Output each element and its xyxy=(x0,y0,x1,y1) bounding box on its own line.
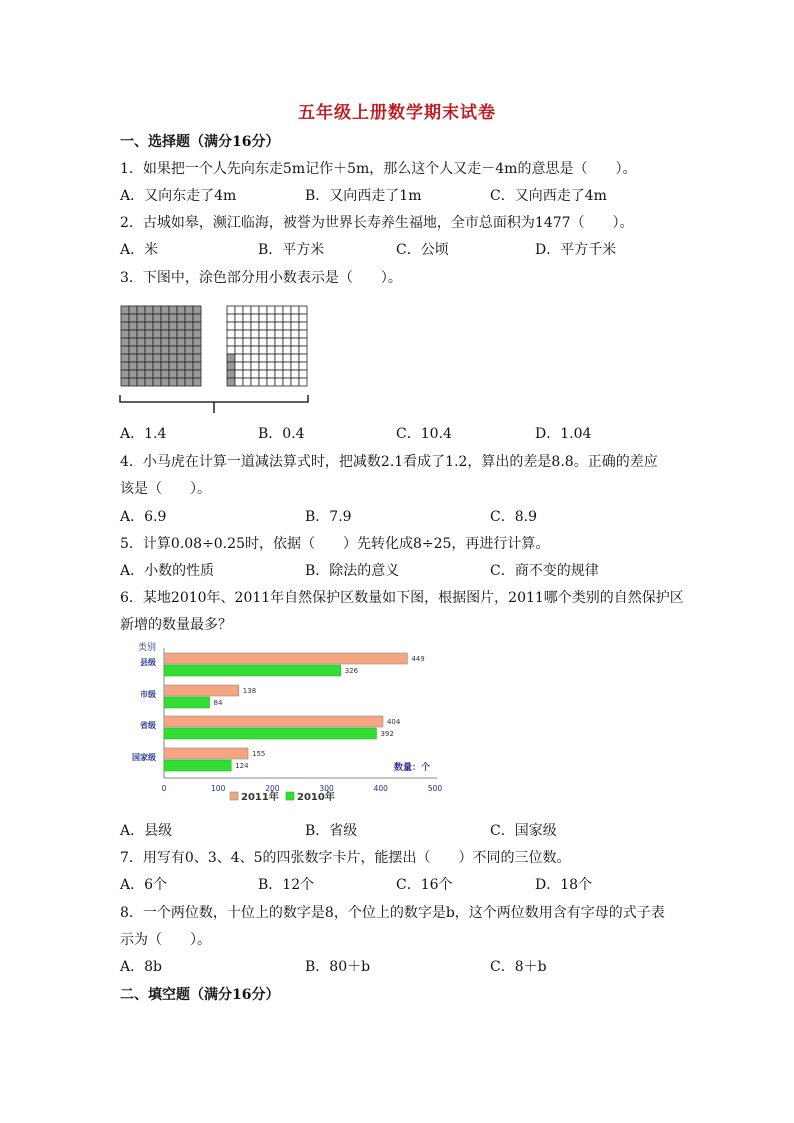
grid-cell xyxy=(299,314,307,322)
grid-cell xyxy=(243,370,251,378)
q5-option-b: B．除法的意义 xyxy=(305,563,400,579)
grid-cell xyxy=(235,346,243,354)
q8-option-c: C．8＋b xyxy=(490,959,547,975)
grid-cell xyxy=(275,362,283,370)
question-6-line-2: 新增的数量最多？ xyxy=(120,617,232,633)
bar-value-label: 138 xyxy=(242,687,257,695)
grid-cell-shaded xyxy=(153,370,161,378)
grid-cell-shaded xyxy=(153,362,161,370)
grid-cell-shaded xyxy=(145,306,153,314)
x-tick-label: 300 xyxy=(319,784,334,793)
grid-cell xyxy=(299,338,307,346)
grid-cell-shaded xyxy=(137,306,145,314)
grid-cell xyxy=(275,346,283,354)
grid-cell xyxy=(267,306,275,314)
grid-cell xyxy=(291,362,299,370)
q1-option-b: B．又向西走了1m xyxy=(305,188,422,204)
grid-cell-shaded xyxy=(169,370,177,378)
question-6-line-1: 6．某地2010年、2011年自然保护区数量如下图，根据图片，2011哪个类别的自然保护区 xyxy=(120,590,684,606)
section-heading-choice: 一、选择题（满分16分） xyxy=(120,134,280,150)
grid-cell xyxy=(259,338,267,346)
grid-cell xyxy=(227,346,235,354)
grid-cell xyxy=(283,322,291,330)
grid-cell-shaded xyxy=(153,378,161,386)
category-label: 省级 xyxy=(140,721,156,730)
grid-cell-shaded xyxy=(227,362,235,370)
q6-option-b: B．省级 xyxy=(305,823,358,839)
question-3: 3．下图中，涂色部分用小数表示是（ ）。 xyxy=(120,270,402,286)
grid-cell-shaded xyxy=(177,330,185,338)
grid-cell-shaded xyxy=(161,378,169,386)
grid-cell-shaded xyxy=(161,370,169,378)
question-5: 5．计算0.08÷0.25时，依据（ ）先转化成8÷25，再进行计算。 xyxy=(120,536,550,552)
grid-cell-shaded xyxy=(177,338,185,346)
grid-cell-shaded xyxy=(185,370,193,378)
grid-cell xyxy=(259,330,267,338)
grid-cell xyxy=(251,370,259,378)
grid-cell xyxy=(299,370,307,378)
q1-option-a: A．又向东走了4m xyxy=(120,188,237,204)
grid-cell xyxy=(227,322,235,330)
grid-cell xyxy=(251,314,259,322)
grid-cell-shaded xyxy=(145,362,153,370)
grid-cell-shaded xyxy=(121,314,129,322)
grid-cell xyxy=(235,338,243,346)
bar-2010 xyxy=(164,665,341,676)
grid-cell xyxy=(259,322,267,330)
grid-cell-shaded xyxy=(193,378,201,386)
grid-cell xyxy=(275,306,283,314)
grid-cell xyxy=(275,322,283,330)
grid-cell xyxy=(243,378,251,386)
grid-cell-shaded xyxy=(129,338,137,346)
question-4-line-1: 4．小马虎在计算一道减法算式时，把减数2.1看成了1.2，算出的差是8.8。正确的差应 xyxy=(120,454,658,470)
grid-cell-shaded xyxy=(137,354,145,362)
grid-cell xyxy=(259,370,267,378)
q2-option-b: B．平方米 xyxy=(258,242,325,258)
category-label: 国家级 xyxy=(132,753,156,762)
q5-option-a: A．小数的性质 xyxy=(120,563,215,579)
category-label: 市级 xyxy=(140,690,156,699)
grid-cell xyxy=(299,354,307,362)
q4-option-a: A．6.9 xyxy=(120,509,167,525)
grid-cell-shaded xyxy=(227,370,235,378)
grid-cell xyxy=(259,354,267,362)
bar-2011 xyxy=(164,685,239,696)
grid-cell xyxy=(251,338,259,346)
grid-cell xyxy=(275,378,283,386)
grid-fully-shaded xyxy=(120,305,202,387)
grid-cell xyxy=(283,370,291,378)
question-4-line-2: 该是（ ）。 xyxy=(120,481,211,497)
grid-cell xyxy=(243,322,251,330)
q7-option-c: C．16个 xyxy=(396,877,453,893)
q3-option-b: B．0.4 xyxy=(258,426,305,442)
grid-cell-shaded xyxy=(177,322,185,330)
grid-cell xyxy=(291,338,299,346)
grid-cell xyxy=(243,346,251,354)
grid-cell xyxy=(243,314,251,322)
grid-cell-shaded xyxy=(121,378,129,386)
grid-cell-shaded xyxy=(193,354,201,362)
grid-cell xyxy=(291,306,299,314)
q4-option-b: B．7.9 xyxy=(305,509,352,525)
grid-cell-shaded xyxy=(185,354,193,362)
x-tick-label: 200 xyxy=(265,784,280,793)
grid-cell xyxy=(283,354,291,362)
x-tick-label: 100 xyxy=(211,784,226,793)
grid-cell xyxy=(283,378,291,386)
grid-cell xyxy=(299,346,307,354)
bar-chart xyxy=(120,640,450,815)
bar-2010 xyxy=(164,760,231,771)
grid-cell-shaded xyxy=(129,378,137,386)
grid-cell xyxy=(299,378,307,386)
q8-option-a: A．8b xyxy=(120,959,162,975)
question-8-line-2: 示为（ ）。 xyxy=(120,932,211,948)
grid-cell xyxy=(235,370,243,378)
grid-cell-shaded xyxy=(121,362,129,370)
grid-cell xyxy=(283,338,291,346)
bar-value-label: 326 xyxy=(344,667,359,675)
grid-cell xyxy=(235,362,243,370)
grid-cell xyxy=(299,330,307,338)
question-8-line-1: 8．一个两位数，十位上的数字是8，个位上的数字是b，这个两位数用含有字母的式子表 xyxy=(120,905,665,921)
grid-cell-shaded xyxy=(169,346,177,354)
q7-option-b: B．12个 xyxy=(258,877,315,893)
q4-option-c: C．8.9 xyxy=(490,509,537,525)
grid-cell xyxy=(267,314,275,322)
grid-cell-shaded xyxy=(121,322,129,330)
grid-cell-shaded xyxy=(193,370,201,378)
grid-cell xyxy=(275,370,283,378)
grid-cell-shaded xyxy=(193,314,201,322)
grid-cell xyxy=(243,330,251,338)
grid-cell-shaded xyxy=(137,378,145,386)
grid-cell xyxy=(283,362,291,370)
grid-cell xyxy=(243,354,251,362)
grid-cell-shaded xyxy=(153,330,161,338)
bar-value-label: 155 xyxy=(252,750,266,758)
q6-option-c: C．国家级 xyxy=(490,823,557,839)
bar-2010 xyxy=(164,697,210,708)
grid-cell-shaded xyxy=(153,354,161,362)
grid-cell-shaded xyxy=(185,338,193,346)
grid-cell-shaded xyxy=(177,370,185,378)
grid-cell xyxy=(235,354,243,362)
grid-cell xyxy=(291,346,299,354)
grid-cell xyxy=(291,330,299,338)
grid-cell xyxy=(235,306,243,314)
grid-cell-shaded xyxy=(193,362,201,370)
grid-partially-shaded xyxy=(226,305,308,387)
q7-option-d: D．18个 xyxy=(535,877,593,893)
grid-cell-shaded xyxy=(145,370,153,378)
grid-cell xyxy=(283,306,291,314)
grid-cell-shaded xyxy=(185,378,193,386)
q3-option-a: A．1.4 xyxy=(120,426,167,442)
grid-cell xyxy=(235,322,243,330)
grid-cell-shaded xyxy=(137,314,145,322)
grid-cell-shaded xyxy=(169,338,177,346)
grid-cell-shaded xyxy=(129,306,137,314)
grid-cell-shaded xyxy=(185,346,193,354)
grid-cell-shaded xyxy=(169,322,177,330)
grid-cell-shaded xyxy=(137,330,145,338)
grid-cell-shaded xyxy=(129,362,137,370)
q2-option-d: D．平方千米 xyxy=(535,242,617,258)
grid-cell-shaded xyxy=(169,362,177,370)
grid-cell-shaded xyxy=(161,314,169,322)
grid-cell-shaded xyxy=(161,354,169,362)
category-label: 县级 xyxy=(140,658,156,667)
q1-option-c: C．又向西走了4m xyxy=(490,188,607,204)
grid-cell xyxy=(251,346,259,354)
grid-cell-shaded xyxy=(185,314,193,322)
grid-cell-shaded xyxy=(169,314,177,322)
grid-cell xyxy=(291,314,299,322)
grid-cell xyxy=(235,330,243,338)
grid-cell-shaded xyxy=(153,322,161,330)
grid-cell-shaded xyxy=(177,378,185,386)
grid-cell-shaded xyxy=(121,346,129,354)
question-7: 7．用写有0、3、4、5的四张数字卡片，能摆出（ ）不同的三位数。 xyxy=(120,850,571,866)
q6-option-a: A．县级 xyxy=(120,823,173,839)
grid-cell-shaded xyxy=(169,354,177,362)
grid-cell-shaded xyxy=(137,346,145,354)
grid-cell-shaded xyxy=(121,354,129,362)
grid-cell-shaded xyxy=(129,314,137,322)
grid-cell-shaded xyxy=(193,322,201,330)
grid-cell xyxy=(243,306,251,314)
bar-2011 xyxy=(164,716,383,727)
grid-cell xyxy=(227,314,235,322)
grid-cell-shaded xyxy=(161,346,169,354)
grid-cell-shaded xyxy=(161,362,169,370)
grid-cell-shaded xyxy=(121,338,129,346)
grid-cell-shaded xyxy=(161,330,169,338)
grid-cell xyxy=(267,354,275,362)
q3-option-d: D．1.04 xyxy=(535,426,592,442)
grid-cell-shaded xyxy=(177,306,185,314)
y-axis-title: 类别 xyxy=(138,643,157,653)
grid-cell-shaded xyxy=(145,330,153,338)
grid-cell xyxy=(251,330,259,338)
grid-cell xyxy=(267,346,275,354)
grid-cell-shaded xyxy=(137,370,145,378)
grid-cell-shaded xyxy=(145,346,153,354)
x-tick-label: 0 xyxy=(161,784,167,793)
grid-cell-shaded xyxy=(169,330,177,338)
grid-cell-shaded xyxy=(185,306,193,314)
legend-label: 2011年 xyxy=(241,792,279,803)
grid-cell-shaded xyxy=(129,330,137,338)
bar-2011 xyxy=(164,653,407,664)
q5-option-c: C．商不变的规律 xyxy=(490,563,599,579)
grid-cell-shaded xyxy=(121,370,129,378)
grid-cell xyxy=(299,306,307,314)
grid-cell-shaded xyxy=(137,338,145,346)
grid-cell-shaded xyxy=(193,330,201,338)
grid-cell-shaded xyxy=(161,322,169,330)
grid-cell xyxy=(275,314,283,322)
grid-cell xyxy=(291,370,299,378)
grid-cell-shaded xyxy=(177,362,185,370)
grid-cell xyxy=(267,362,275,370)
grid-cell-shaded xyxy=(129,346,137,354)
page-title: 五年级上册数学期末试卷 xyxy=(298,103,496,123)
grid-cell xyxy=(291,322,299,330)
bar-2010 xyxy=(164,728,376,739)
legend-label: 2010年 xyxy=(297,792,335,803)
grid-cell-shaded xyxy=(193,346,201,354)
grid-cell-shaded xyxy=(227,354,235,362)
question-2: 2．古城如皋，濒江临海，被誉为世界长寿养生福地，全市总面积为1477（ ）。 xyxy=(120,215,634,231)
grid-cell xyxy=(299,362,307,370)
grid-cell-shaded xyxy=(185,322,193,330)
grid-cell xyxy=(259,306,267,314)
q2-option-a: A．米 xyxy=(120,242,159,258)
grid-cell-shaded xyxy=(129,354,137,362)
grid-cell-shaded xyxy=(185,330,193,338)
grid-cell-shaded xyxy=(153,338,161,346)
legend-swatch xyxy=(286,792,294,800)
q3-option-c: C．10.4 xyxy=(396,426,452,442)
grid-cell xyxy=(243,338,251,346)
grid-cell xyxy=(251,362,259,370)
q8-option-b: B．80＋b xyxy=(305,959,371,975)
grid-cell xyxy=(259,346,267,354)
grid-cell-shaded xyxy=(169,306,177,314)
bar-value-label: 404 xyxy=(386,718,401,726)
grid-cell xyxy=(251,306,259,314)
grid-cell xyxy=(251,322,259,330)
grid-cell-shaded xyxy=(137,322,145,330)
bar-value-label: 449 xyxy=(411,655,425,663)
grid-cell-shaded xyxy=(153,306,161,314)
grid-cell-shaded xyxy=(161,306,169,314)
grid-cell-shaded xyxy=(177,354,185,362)
grid-cell xyxy=(267,378,275,386)
grid-cell xyxy=(299,322,307,330)
grid-cell-shaded xyxy=(193,338,201,346)
grid-cell-shaded xyxy=(137,362,145,370)
grid-cell xyxy=(291,378,299,386)
grid-cell xyxy=(259,362,267,370)
grid-cell-shaded xyxy=(145,314,153,322)
x-tick-label: 500 xyxy=(427,784,443,793)
grid-cell-shaded xyxy=(161,338,169,346)
grid-cell xyxy=(283,314,291,322)
grid-cell-shaded xyxy=(121,330,129,338)
grid-cell xyxy=(227,330,235,338)
grid-cell xyxy=(267,322,275,330)
grid-cell xyxy=(251,378,259,386)
x-axis-title: 数量：个 xyxy=(394,763,431,773)
grid-cell xyxy=(267,330,275,338)
grid-cell-shaded xyxy=(169,378,177,386)
grid-cell xyxy=(235,378,243,386)
grid-cell-shaded xyxy=(145,338,153,346)
grid-cell xyxy=(275,330,283,338)
grid-cell-shaded xyxy=(145,322,153,330)
grid-cell xyxy=(243,362,251,370)
grid-cell-shaded xyxy=(177,314,185,322)
grid-cell-shaded xyxy=(121,306,129,314)
grid-cell xyxy=(275,354,283,362)
grid-cell-shaded xyxy=(145,378,153,386)
bar-value-label: 392 xyxy=(380,730,394,738)
grid-cell xyxy=(259,378,267,386)
grid-cell xyxy=(259,314,267,322)
bar-2011 xyxy=(164,748,248,759)
grid-cell-shaded xyxy=(185,362,193,370)
grid-cell-shaded xyxy=(153,314,161,322)
grid-cell xyxy=(283,346,291,354)
grid-cell-shaded xyxy=(227,378,235,386)
grid-cell xyxy=(267,338,275,346)
q2-option-c: C．公顷 xyxy=(396,242,449,258)
grid-cell xyxy=(283,330,291,338)
grid-cell-shaded xyxy=(129,370,137,378)
grid-cell xyxy=(227,306,235,314)
bar-value-label: 124 xyxy=(235,762,249,770)
grid-cell xyxy=(275,338,283,346)
grid-cell xyxy=(235,314,243,322)
grid-cell-shaded xyxy=(145,354,153,362)
grid-cell xyxy=(291,354,299,362)
grid-cell-shaded xyxy=(177,346,185,354)
grid-cell-shaded xyxy=(153,346,161,354)
grid-cell xyxy=(251,354,259,362)
section-heading-fill: 二、填空题（满分16分） xyxy=(120,987,280,1003)
grid-cell xyxy=(267,370,275,378)
grid-cell xyxy=(227,338,235,346)
bar-value-label: 84 xyxy=(213,699,223,707)
q7-option-a: A．6个 xyxy=(120,877,168,893)
question-1: 1．如果把一个人先向东走5m记作＋5m，那么这个人又走－4m的意思是（ ）。 xyxy=(120,161,637,177)
x-tick-label: 400 xyxy=(373,784,388,793)
grid-cell-shaded xyxy=(129,322,137,330)
bracket-under-grids xyxy=(118,393,310,415)
grid-cell-shaded xyxy=(193,306,201,314)
legend-swatch xyxy=(230,792,238,800)
